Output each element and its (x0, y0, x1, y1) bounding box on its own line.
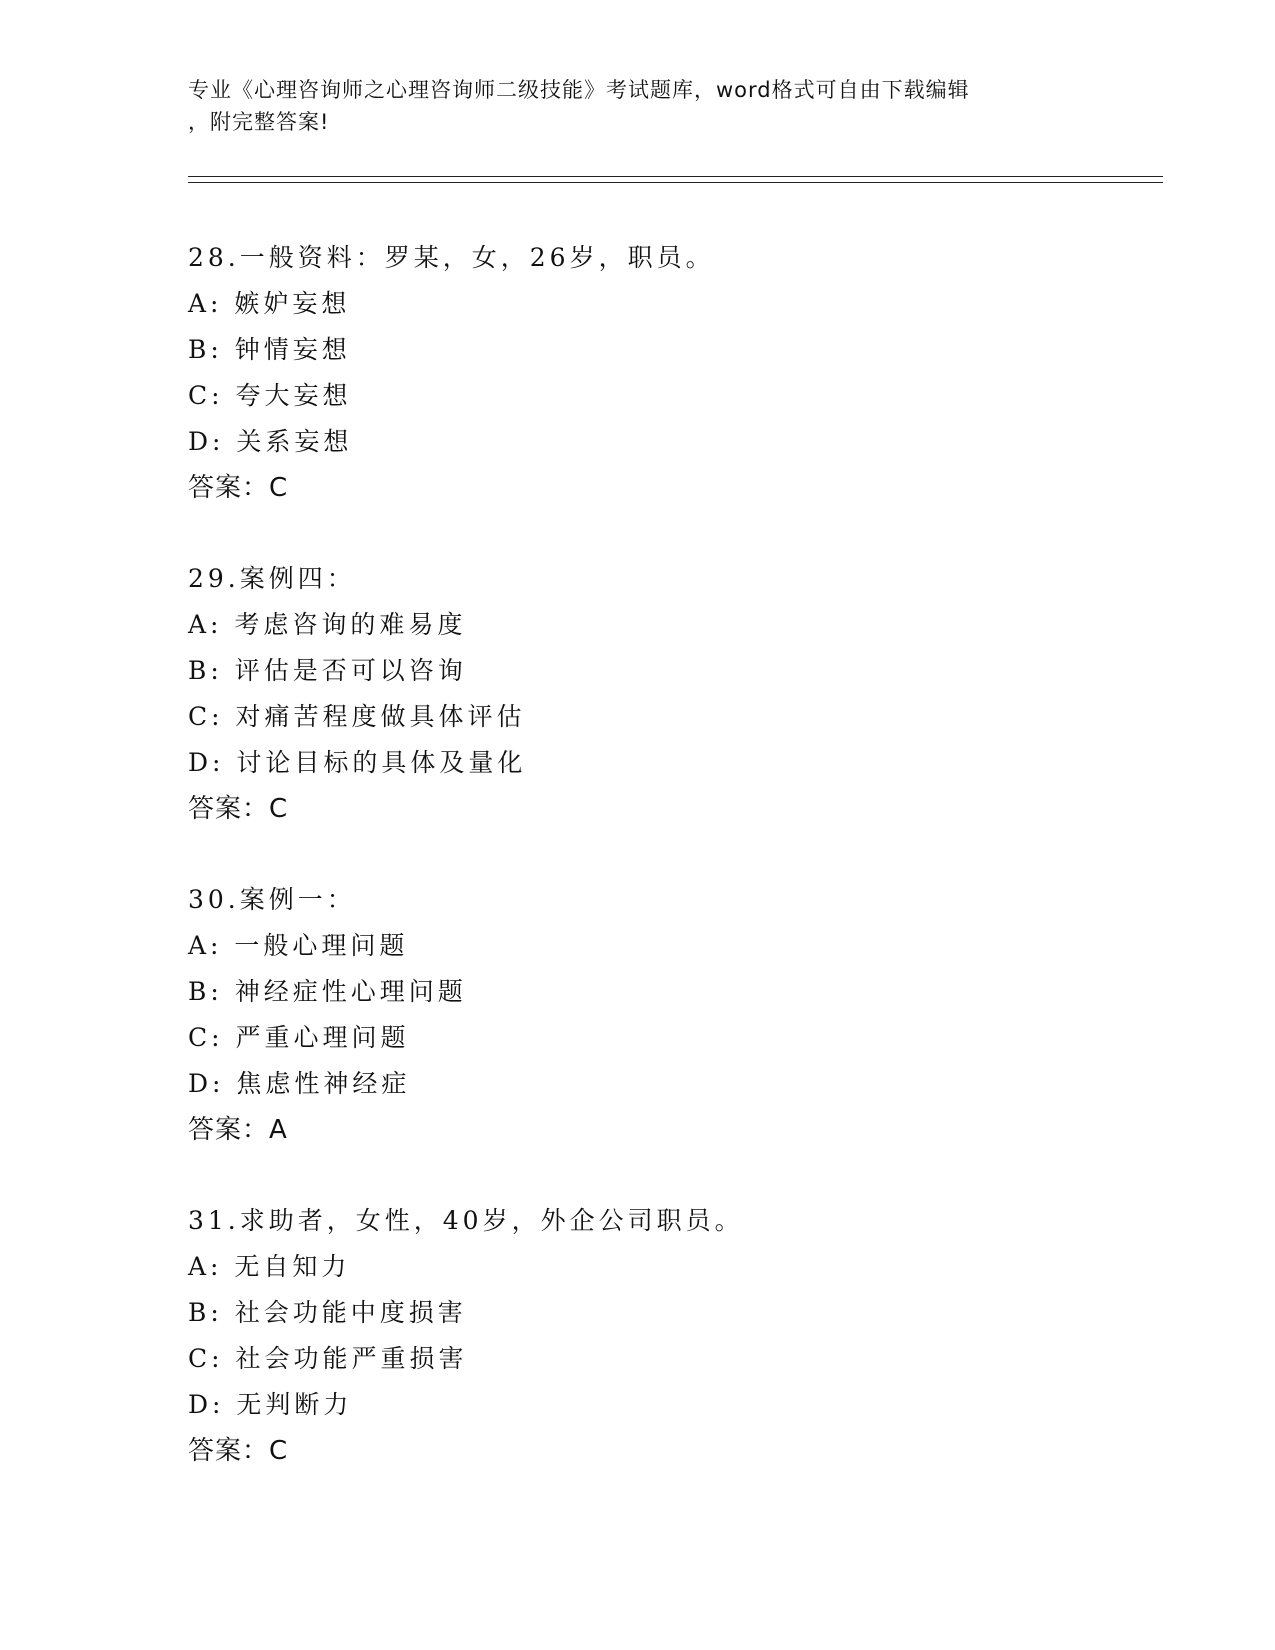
option-b: B: 神经症性心理问题 (188, 977, 467, 1006)
question-28 (188, 235, 1088, 511)
header-divider-top (188, 176, 1163, 177)
option-a: A: 考虑咨询的难易度 (188, 610, 467, 639)
option-a: A: 无自知力 (188, 1252, 351, 1281)
option-b: B: 钟情妄想 (188, 335, 351, 364)
option-a: A: 嫉妒妄想 (188, 289, 351, 318)
document-header (188, 74, 1088, 138)
option-d: D: 焦虑性神经症 (188, 1069, 411, 1098)
answer-line: 答案：C (188, 794, 289, 824)
option-b: B: 社会功能中度损害 (188, 1298, 467, 1327)
answer-line: 答案：C (188, 1436, 289, 1466)
option-c: C: 对痛苦程度做具体评估 (188, 702, 526, 731)
option-a: A: 一般心理问题 (188, 931, 409, 960)
header-divider-bottom (188, 182, 1163, 183)
option-c: C: 严重心理问题 (188, 1023, 410, 1052)
answer-line: 答案：C (188, 473, 289, 503)
option-d: D: 无判断力 (188, 1390, 353, 1419)
option-d: D: 关系妄想 (188, 427, 353, 456)
option-c: C: 社会功能严重损害 (188, 1344, 468, 1373)
question-stem: 28.一般资料：罗某，女，26岁，职员。 (188, 243, 715, 272)
option-c: C: 夸大妄想 (188, 381, 352, 410)
option-b: B: 评估是否可以咨询 (188, 656, 467, 685)
question-31 (188, 1198, 1088, 1474)
option-d: D: 讨论目标的具体及量化 (188, 748, 527, 777)
question-stem: 31.求助者，女性，40岁，外企公司职员。 (188, 1206, 744, 1235)
question-29 (188, 556, 1088, 832)
header-line-2: ，附完整答案! (188, 110, 330, 134)
answer-line: 答案：A (188, 1115, 288, 1145)
question-stem: 29.案例四： (188, 564, 356, 593)
question-stem: 30.案例一： (188, 885, 356, 914)
header-line-1: 专业《心理咨询师之心理咨询师二级技能》考试题库，word格式可自由下载编辑 (188, 78, 970, 102)
question-30 (188, 877, 1088, 1153)
